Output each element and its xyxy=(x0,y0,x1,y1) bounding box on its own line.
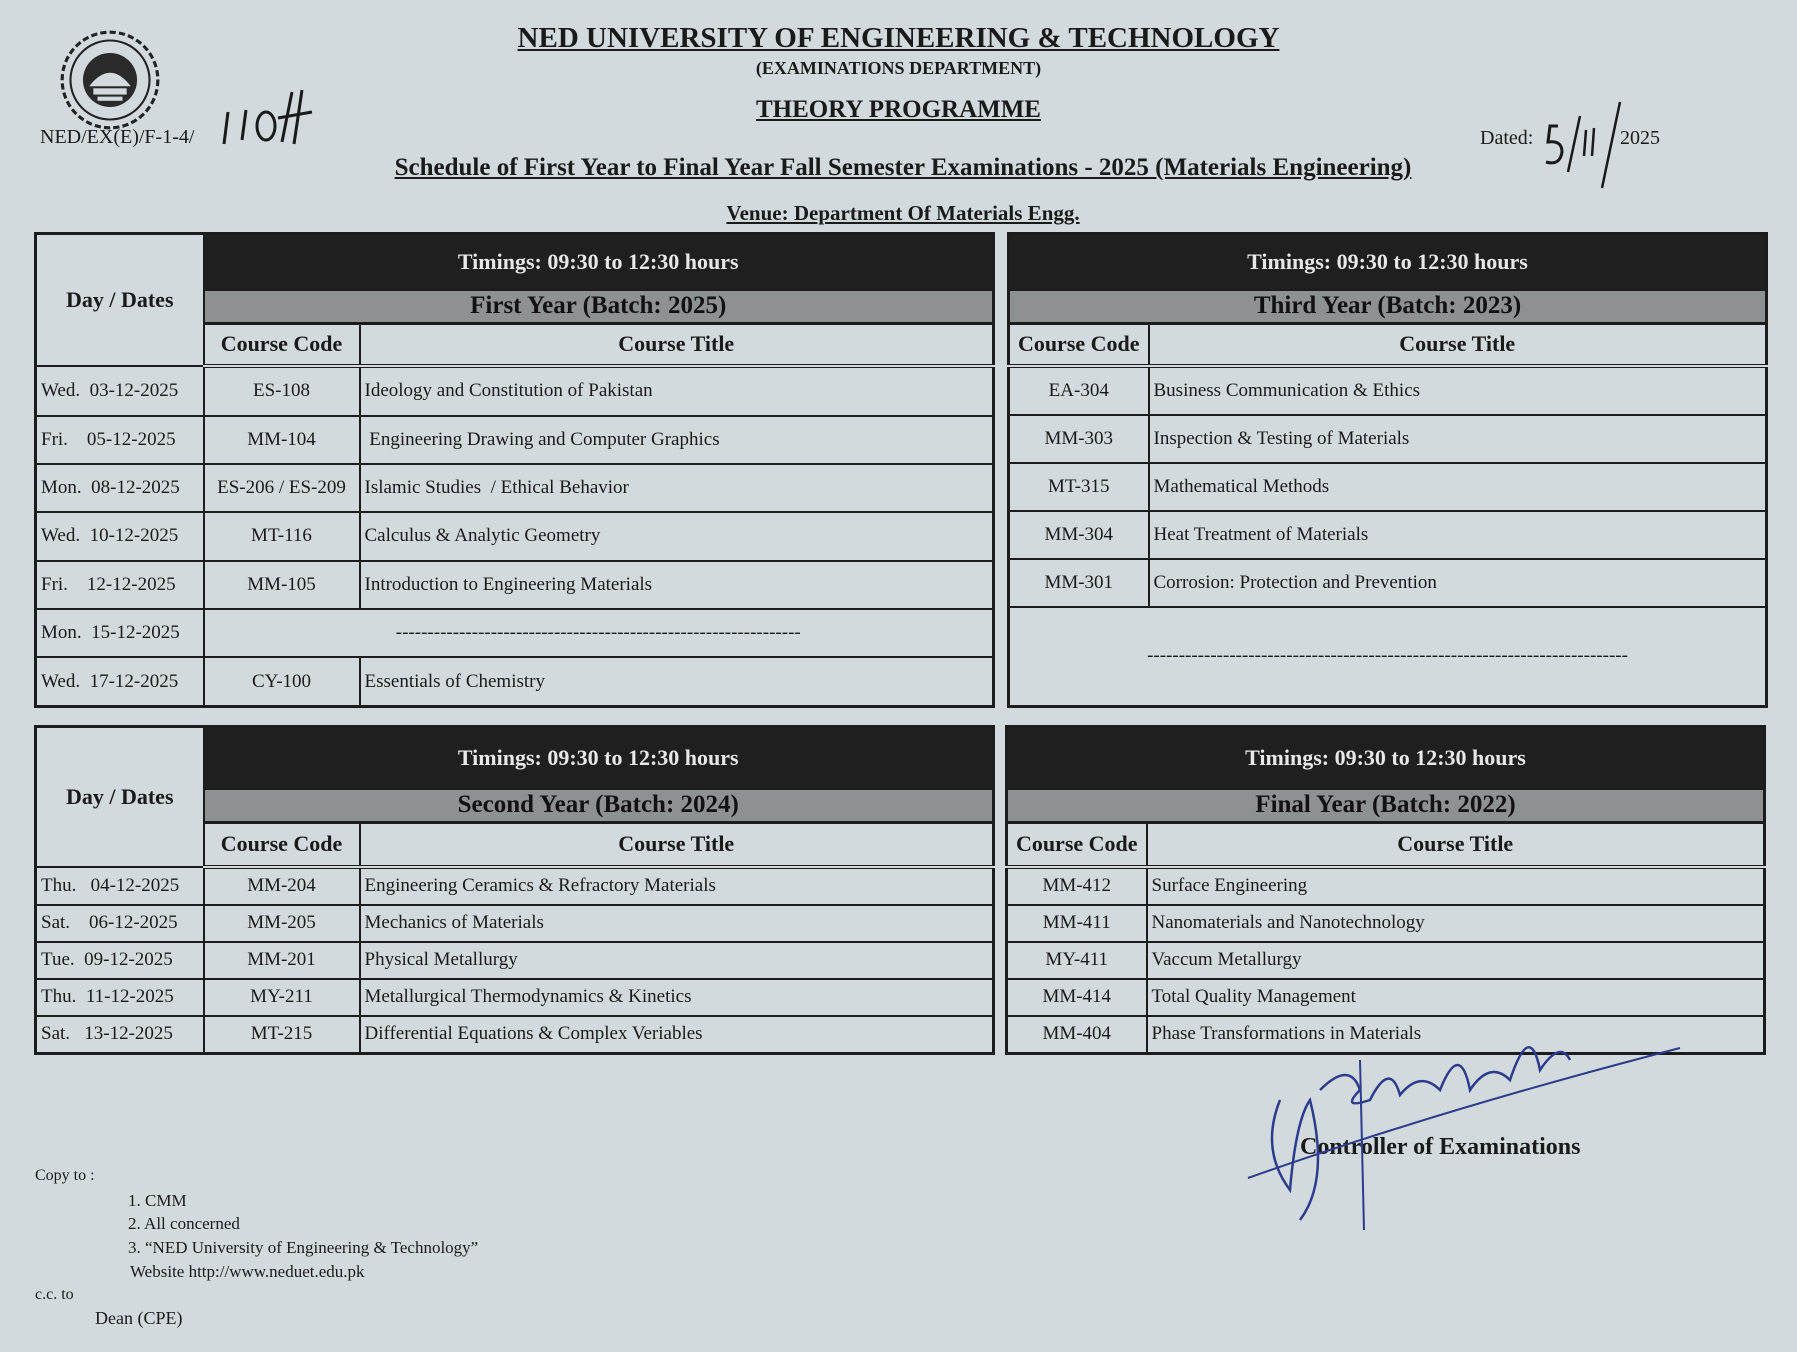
handwritten-reference xyxy=(216,82,336,162)
course-title: Surface Engineering xyxy=(1147,867,1765,905)
course-title: Corrosion: Protection and Prevention xyxy=(1149,559,1767,607)
venue: Venue: Department Of Materials Engg. xyxy=(726,201,1080,225)
exam-date: Fri. 12-12-2025 xyxy=(36,561,204,609)
course-code: MM-304 xyxy=(1009,511,1149,559)
second-year-schedule-table xyxy=(34,725,995,1055)
course-title: Mathematical Methods xyxy=(1149,463,1767,511)
timing-band: Timings: 09:30 to 12:30 hours xyxy=(1007,727,1765,789)
course-code: MM-411 xyxy=(1007,905,1147,942)
exam-date: Wed. 17-12-2025 xyxy=(36,657,204,706)
handwritten-signature xyxy=(1240,1000,1690,1230)
table-row xyxy=(36,464,994,512)
third-year-schedule-table xyxy=(1007,232,1768,708)
course-title: Calculus & Analytic Geometry xyxy=(360,512,994,560)
exam-date: Fri. 05-12-2025 xyxy=(36,416,204,464)
course-code: ES-206 / ES-209 xyxy=(204,464,360,512)
copy-to-item: 1. CMM xyxy=(128,1191,187,1210)
course-code: MM-303 xyxy=(1009,415,1149,463)
table-row xyxy=(36,867,994,905)
course-title: Mechanics of Materials xyxy=(360,905,994,942)
dated-label: Dated: xyxy=(1480,127,1534,149)
timing-band: Timings: 09:30 to 12:30 hours xyxy=(204,727,994,789)
table-row xyxy=(1009,463,1767,511)
course-code: MY-411 xyxy=(1007,942,1147,979)
exam-date: Wed. 10-12-2025 xyxy=(36,512,204,560)
course-title: Physical Metallurgy xyxy=(360,942,994,979)
course-code: MM-201 xyxy=(204,942,360,979)
course-code: MM-414 xyxy=(1007,979,1147,1016)
batch-header: Final Year (Batch: 2022) xyxy=(1007,789,1765,823)
exam-date: Mon. 08-12-2025 xyxy=(36,464,204,512)
table-row xyxy=(1007,942,1765,979)
no-exam-dashes: ---------------------------------------------------------------- xyxy=(204,609,994,657)
copy-to-item: 3. “NED University of Engineering & Technology” xyxy=(128,1238,479,1257)
exam-date: Tue. 09-12-2025 xyxy=(36,942,204,979)
course-title: Phase Transformations in Materials xyxy=(1147,1016,1765,1054)
course-title: Engineering Drawing and Computer Graphics xyxy=(360,416,994,464)
website: Website http://www.neduet.edu.pk xyxy=(130,1262,365,1281)
course-title-header: Course Title xyxy=(1147,823,1765,867)
department-name: (EXAMINATIONS DEPARTMENT) xyxy=(755,58,1042,78)
controller-of-examinations: Controller of Examinations xyxy=(1300,1134,1581,1160)
course-code: MM-412 xyxy=(1007,867,1147,905)
course-title: Essentials of Chemistry xyxy=(360,657,994,706)
table-row xyxy=(36,561,994,609)
course-code: MM-204 xyxy=(204,867,360,905)
course-title-header: Course Title xyxy=(1149,324,1767,366)
course-title: Ideology and Constitution of Pakistan xyxy=(360,366,994,416)
course-code: MM-301 xyxy=(1009,559,1149,607)
course-code: MY-211 xyxy=(204,979,360,1016)
course-title-header: Course Title xyxy=(360,324,994,366)
copy-to-label: Copy to : xyxy=(35,1167,95,1184)
course-title: Differential Equations & Complex Veriables xyxy=(360,1016,994,1054)
course-code-header: Course Code xyxy=(204,823,360,867)
course-title: Introduction to Engineering Materials xyxy=(360,561,994,609)
university-name: NED UNIVERSITY OF ENGINEERING & TECHNOLOGY xyxy=(517,22,1280,54)
course-code: EA-304 xyxy=(1009,366,1149,416)
batch-header: Second Year (Batch: 2024) xyxy=(204,789,994,823)
table-row xyxy=(1009,511,1767,559)
batch-header: First Year (Batch: 2025) xyxy=(204,290,994,324)
schedule-title: Schedule of First Year to Final Year Fall Semester Examinations - 2025 (Materials Engineering) xyxy=(394,154,1412,181)
table-row xyxy=(36,609,994,657)
table-row xyxy=(36,366,994,416)
table-row xyxy=(1007,867,1765,905)
course-code: MM-104 xyxy=(204,416,360,464)
copy-to-item: 2. All concerned xyxy=(128,1214,240,1233)
dated-year: 2025 xyxy=(1620,127,1660,149)
table-row xyxy=(36,905,994,942)
cc-label: c.c. to xyxy=(35,1286,74,1303)
course-title: Engineering Ceramics & Refractory Materials xyxy=(360,867,994,905)
cc-recipient: Dean (CPE) xyxy=(95,1308,183,1328)
course-code: MM-404 xyxy=(1007,1016,1147,1054)
course-title: Nanomaterials and Nanotechnology xyxy=(1147,905,1765,942)
course-code: CY-100 xyxy=(204,657,360,706)
course-title: Business Communication & Ethics xyxy=(1149,366,1767,416)
course-title: Heat Treatment of Materials xyxy=(1149,511,1767,559)
course-code-header: Course Code xyxy=(1009,324,1149,366)
course-title: Inspection & Testing of Materials xyxy=(1149,415,1767,463)
course-code: MM-105 xyxy=(204,561,360,609)
timing-band: Timings: 09:30 to 12:30 hours xyxy=(204,234,994,290)
course-title: Vaccum Metallurgy xyxy=(1147,942,1765,979)
timing-band: Timings: 09:30 to 12:30 hours xyxy=(1009,234,1767,290)
course-code: ES-108 xyxy=(204,366,360,416)
course-title: Islamic Studies / Ethical Behavior xyxy=(360,464,994,512)
table-row xyxy=(36,979,994,1016)
course-code: MT-116 xyxy=(204,512,360,560)
table-row xyxy=(1009,366,1767,416)
first-year-schedule-table xyxy=(34,232,995,708)
programme-title: THEORY PROGRAMME xyxy=(756,96,1041,123)
course-title: Metallurgical Thermodynamics & Kinetics xyxy=(360,979,994,1016)
exam-date: Mon. 15-12-2025 xyxy=(36,609,204,657)
exam-date: Thu. 11-12-2025 xyxy=(36,979,204,1016)
exam-date: Thu. 04-12-2025 xyxy=(36,867,204,905)
table-row xyxy=(1009,415,1767,463)
course-title: Total Quality Management xyxy=(1147,979,1765,1016)
no-exam-dashes: ---------------------------------------------------------------------------- xyxy=(1009,607,1767,707)
table-row xyxy=(1007,905,1765,942)
course-code: MT-315 xyxy=(1009,463,1149,511)
table-row xyxy=(1009,559,1767,607)
day-dates-header: Day / Dates xyxy=(36,234,204,366)
table-row xyxy=(36,416,994,464)
day-dates-header: Day / Dates xyxy=(36,727,204,867)
course-code: MT-215 xyxy=(204,1016,360,1054)
reference-number: NED/EX(E)/F-1-4/ xyxy=(40,126,195,148)
table-row xyxy=(36,1016,994,1054)
exam-date: Wed. 03-12-2025 xyxy=(36,366,204,416)
course-code-header: Course Code xyxy=(1007,823,1147,867)
course-title-header: Course Title xyxy=(360,823,994,867)
course-code-header: Course Code xyxy=(204,324,360,366)
table-row xyxy=(1009,607,1767,707)
batch-header: Third Year (Batch: 2023) xyxy=(1009,290,1767,324)
table-row xyxy=(36,512,994,560)
exam-date: Sat. 06-12-2025 xyxy=(36,905,204,942)
exam-date: Sat. 13-12-2025 xyxy=(36,1016,204,1054)
course-code: MM-205 xyxy=(204,905,360,942)
table-row xyxy=(36,942,994,979)
table-row xyxy=(36,657,994,706)
